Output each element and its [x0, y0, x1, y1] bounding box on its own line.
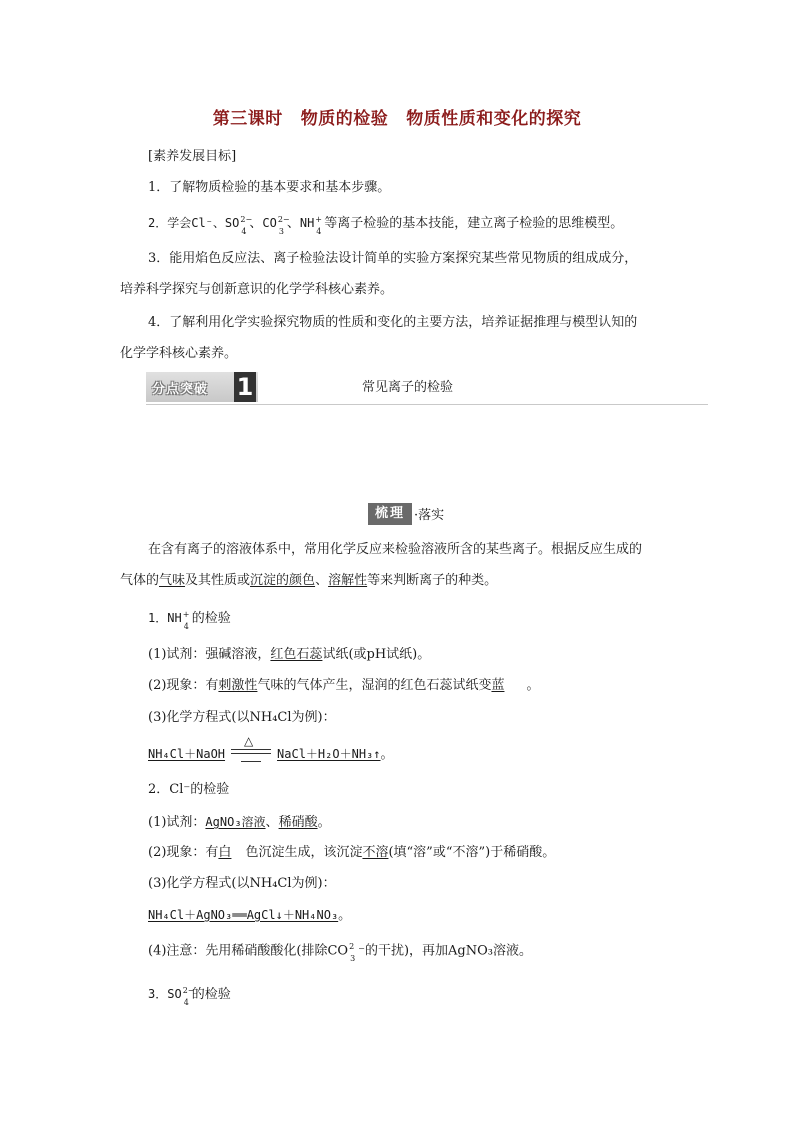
objective-2-end: 等离子检验的基本技能，建立离子检验的思维模型。	[324, 216, 624, 231]
answer-blue: 蓝	[491, 678, 505, 693]
equation-products: NaCl＋H₂O＋NH₃↑	[277, 747, 381, 761]
nh4-reagent: (1)试剂：强碱溶液，红色石蕊试纸(或pH试纸)。	[148, 647, 431, 662]
title-subtopic: 物质性质和变化的探究	[406, 109, 582, 129]
objective-3: 3．能用焰色反应法、离子检验法设计简单的实验方案探究某些常见物质的组成成分，	[148, 251, 638, 266]
cl-phenomenon: (2)现象：有白 色沉淀生成，该沉淀不溶(填“溶”或“不溶”)于稀硝酸。	[148, 845, 556, 860]
badge-label: 分点突破	[152, 382, 209, 397]
answer-smell: 气味	[159, 573, 186, 588]
objective-2-start: 2．学会Cl⁻、SO	[148, 216, 240, 230]
cl-reagent: (1)试剂：AgNO₃溶液、稀硝酸。	[148, 815, 331, 830]
cl-note: (4)注意：先用稀硝酸酸化(排除CO 2 3 ⁻的干扰)，再加AgNO₃溶液。	[148, 942, 532, 963]
badge-number: 1	[234, 372, 256, 402]
answer-litmus: 红色石蕊	[270, 647, 323, 662]
page-title	[0, 104, 794, 129]
intro-line-2: 气体的气味及其性质或沉淀的颜色、溶解性等来判断离子的种类。	[120, 573, 498, 588]
nh4-equation: NH₄Cl＋NaOH △ NaCl＋H₂O＋NH₃↑。	[148, 744, 394, 765]
section-divider	[146, 404, 708, 405]
objective-4: 4．了解利用化学实验探究物质的性质和变化的主要方法，培养证据推理与模型认知的	[148, 315, 638, 330]
answer-nitric-acid: 稀硝酸	[278, 815, 318, 830]
so4-heading: 3．SO 2− 4 的检验	[148, 985, 231, 1007]
co3-charge: 2− 3	[277, 214, 290, 236]
nh4-equation-label: (3)化学方程式(以NH₄Cl为例)：	[148, 710, 336, 725]
cl-heading: 2．Cl⁻的检验	[148, 782, 230, 797]
nh4-heading: 1．NH + 4 的检验	[148, 609, 231, 631]
cl-equation-label: (3)化学方程式(以NH₄Cl为例)：	[148, 876, 336, 891]
objectives-heading: [素养发展目标]	[148, 149, 237, 164]
answer-white: 白	[218, 845, 232, 860]
objective-1: 1．了解物质检验的基本要求和基本步骤。	[148, 180, 391, 195]
nh4-phenomenon: (2)现象：有刺激性气味的气体产生，湿润的红色石蕊试纸变蓝 。	[148, 678, 540, 693]
objective-3-cont: 培养科学探究与创新意识的化学学科核心素养。	[120, 282, 394, 297]
answer-pungent: 刺激性	[218, 678, 258, 693]
heat-condition-symbol: △	[225, 745, 277, 765]
objective-4-cont: 化学学科核心素养。	[120, 346, 238, 361]
objective-2: 2．学会Cl⁻、SO 2− 4 、CO 2− 3 、NH + 4 等离子检验的基本技能，建立离子检验的思维模型。	[148, 214, 624, 236]
answer-insoluble: 不溶	[362, 845, 389, 860]
equation-reactants: NH₄Cl＋NaOH	[148, 747, 226, 761]
review-box-suffix: ·落实	[414, 508, 445, 523]
section-heading: 常见离子的检验	[362, 380, 454, 395]
title-lesson: 第三课时	[212, 109, 283, 129]
answer-solubility: 溶解性	[328, 573, 368, 588]
cl-equation-text: NH₄Cl＋AgNO₃══AgCl↓＋NH₄NO₃	[148, 908, 339, 922]
section-badge	[146, 372, 258, 402]
intro-line-1: 在含有离子的溶液体系中，常用化学反应来检验溶液所含的某些离子。根据反应生成的	[148, 542, 643, 557]
answer-agno3: AgNO₃溶液	[205, 815, 266, 829]
title-topic: 物质的检验	[300, 109, 389, 129]
cl-equation: NH₄Cl＋AgNO₃══AgCl↓＋NH₄NO₃。	[148, 908, 352, 923]
answer-precipitate-color: 沉淀的颜色	[250, 573, 316, 588]
so4-charge: 2− 4	[240, 214, 253, 236]
review-box: 梳理	[368, 503, 412, 525]
nh4-charge: + 4	[315, 214, 322, 236]
